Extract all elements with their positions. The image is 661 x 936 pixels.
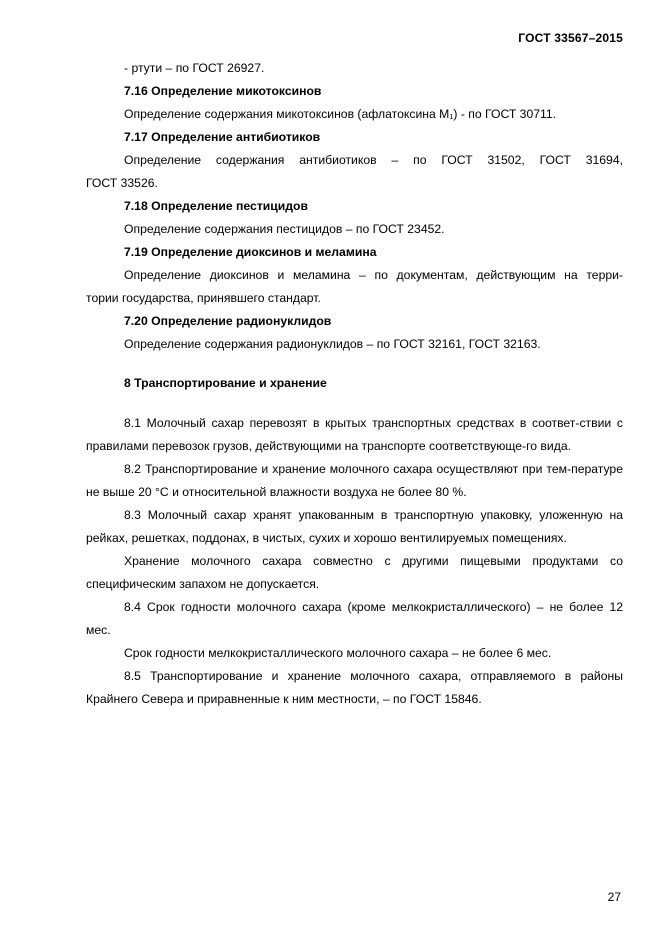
paragraph-8-4: 8.4 Срок годности молочного сахара (кроме мелкокристаллического) – не более 12 мес. bbox=[86, 600, 623, 637]
paragraph-8-1: 8.1 Молочный сахар перевозят в крытых транспортных средствах в соответ-ствии с правилами перевозок грузов, действующими на транспорте соответствующе-го вида. bbox=[86, 416, 623, 453]
section-8-title: 8 Транспортирование и хранение bbox=[124, 376, 327, 390]
mercury-line: - ртути – по ГОСТ 26927. bbox=[124, 61, 265, 75]
page-number: 27 bbox=[607, 890, 621, 904]
section-7-20-text: Определение содержания радионуклидов – по ГОСТ 32161, ГОСТ 32163. bbox=[124, 337, 541, 351]
section-7-17-text-line1: Определение содержания антибиотиков – по ГОСТ 31502, ГОСТ 31694, bbox=[124, 153, 623, 167]
section-7-16-text: Определение содержания микотоксинов (афлатоксина M₁) - по ГОСТ 30711. bbox=[124, 107, 557, 121]
page-content bbox=[86, 57, 623, 711]
paragraph-8-4-fine: Срок годности мелкокристаллического молочного сахара – не более 6 мес. bbox=[124, 646, 552, 660]
document-header: ГОСТ 33567–2015 bbox=[518, 31, 623, 45]
section-7-17-text-line2: ГОСТ 33526. bbox=[86, 176, 158, 190]
section-7-17-title: 7.17 Определение антибиотиков bbox=[124, 130, 321, 144]
section-7-18-title: 7.18 Определение пестицидов bbox=[124, 199, 308, 213]
section-7-18-text: Определение содержания пестицидов – по ГОСТ 23452. bbox=[124, 222, 445, 236]
paragraph-8-3: 8.3 Молочный сахар хранят упакованным в транспортную упаковку, уложенную на рейках, решетках, поддонах, в чистых, сухих и хорошо вентилируемых помещениях. bbox=[86, 508, 623, 545]
section-7-19-text-line1: Определение диоксинов и меламина – по документам, действующим на терри- bbox=[124, 268, 623, 282]
section-7-16-title: 7.16 Определение микотоксинов bbox=[124, 84, 322, 98]
section-7-19-title: 7.19 Определение диоксинов и меламина bbox=[124, 245, 377, 259]
section-7-19-text-line2: тории государства, принявшего стандарт. bbox=[86, 291, 321, 305]
section-7-20-title: 7.20 Определение радионуклидов bbox=[124, 314, 332, 328]
paragraph-8-5: 8.5 Транспортирование и хранение молочного сахара, отправляемого в районы Крайнего Севера и приравненные к ним местности, – по ГОСТ 15846. bbox=[86, 669, 623, 706]
paragraph-8-3-storage: Хранение молочного сахара совместно с другими пищевыми продуктами со специфическим запахом не допускается. bbox=[86, 554, 623, 591]
paragraph-8-2: 8.2 Транспортирование и хранение молочного сахара осуществляют при тем-пературе не выше 20 °С и относительной влажности воздуха не более 80 %. bbox=[86, 462, 623, 499]
